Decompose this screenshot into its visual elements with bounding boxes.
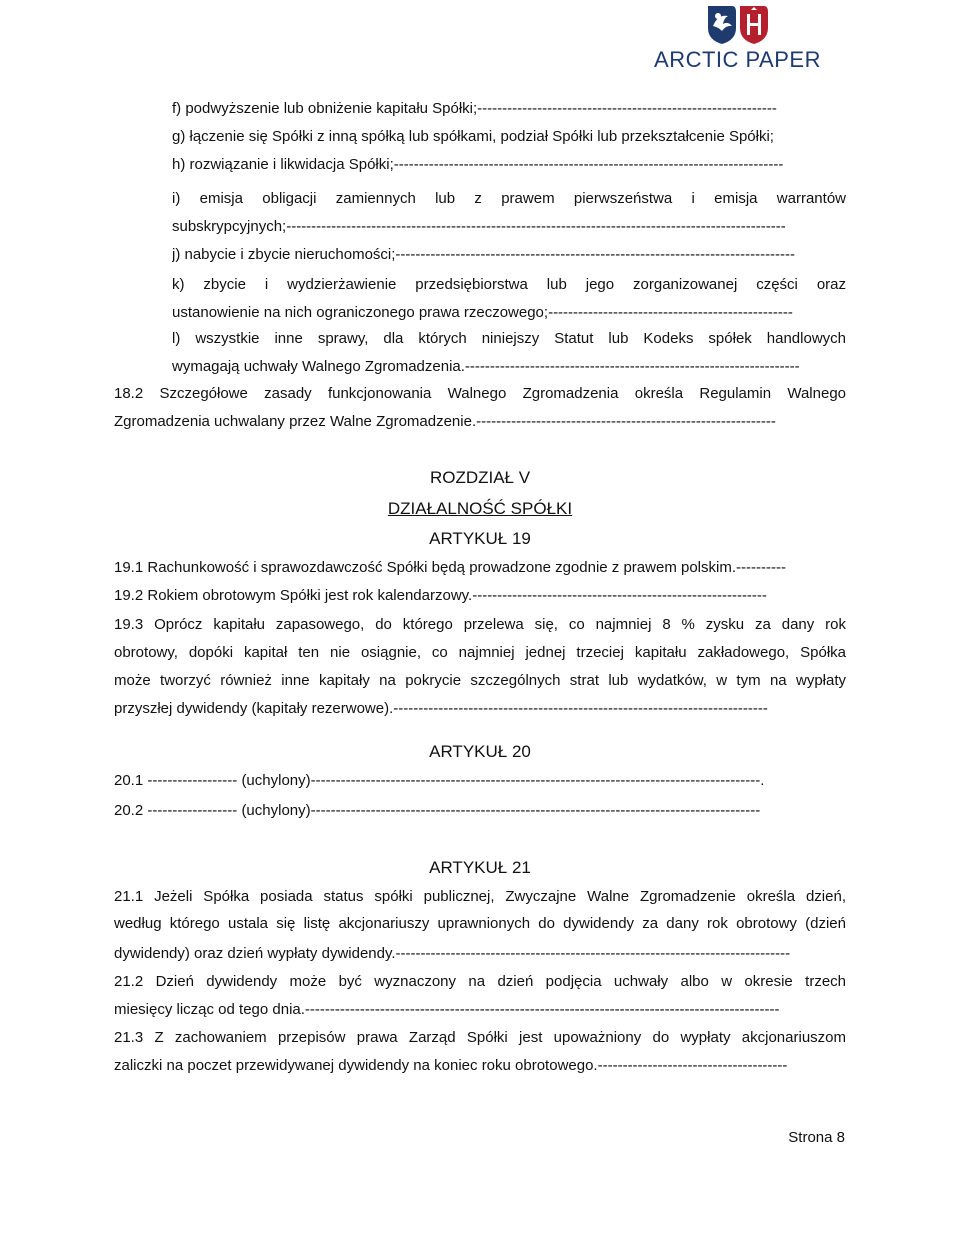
paragraph-line: według którego ustala się listę akcjonariuszy uprawnionych do dywidendy za dany rok obrotowy (dzień <box>114 915 846 932</box>
paragraph-line: subskrypcyjnych;---------------------------------------------------------------------------------------------------- <box>172 218 786 235</box>
paragraph-line: i) emisja obligacji zamiennych lub z prawem pierwszeństwa i emisja warrantów <box>172 190 846 207</box>
paragraph-line: 21.3 Z zachowaniem przepisów prawa Zarząd Spółki jest upoważniony do wypłaty akcjonariuszom <box>114 1029 846 1046</box>
paragraph-line: wymagają uchwały Walnego Zgromadzenia.------------------------------------------------------------------- <box>172 358 800 375</box>
paragraph-line: przyszłej dywidendy (kapitały rezerwowe).--------------------------------------------------------------------------- <box>114 700 768 717</box>
page-number: Strona 8 <box>788 1129 845 1146</box>
article-20-heading: ARTYKUŁ 20 <box>429 742 531 761</box>
chapter-heading: ROZDZIAŁ V <box>429 468 531 487</box>
paragraph-line: ustanowienie na nich ograniczonego prawa rzeczowego;------------------------------------------------- <box>172 304 793 321</box>
paragraph-line: Zgromadzenia uchwalany przez Walne Zgromadzenie.------------------------------------------------------------ <box>114 413 776 430</box>
paragraph-line: miesięcy licząc od tego dnia.----------------------------------------------------------------------------------------------- <box>114 1001 780 1018</box>
paragraph-line: 19.1 Rachunkowość i sprawozdawczość Spółki będą prowadzone zgodnie z prawem polskim.---------- <box>114 559 786 576</box>
paragraph-line: k) zbycie i wydzierżawienie przedsiębiorstwa lub jego zorganizowanej części oraz <box>172 276 846 293</box>
paragraph-line: j) nabycie i zbycie nieruchomości;-------------------------------------------------------------------------------- <box>172 246 796 263</box>
paragraph-line: może tworzyć również inne kapitały na pokrycie szczególnych strat lub wydatków, w tym na wypłaty <box>114 672 846 689</box>
article-21-heading: ARTYKUŁ 21 <box>429 858 531 877</box>
paragraph-line: 21.1 Jeżeli Spółka posiada status spółki publicznej, Zwyczajne Walne Zgromadzenie określa dzień, <box>114 888 846 905</box>
paragraph-line: 21.2 Dzień dywidendy może być wyznaczony na dzień podjęcia uchwały albo w okresie trzech <box>114 973 846 990</box>
paragraph-line: obrotowy, dopóki kapitał ten nie osiągnie, co najmniej jednej trzeciej kapitału zakładowego, Spółka <box>114 644 846 661</box>
paragraph-line: g) łączenie się Spółki z inną spółką lub spółkami, podział Spółki lub przekształcenie Spółki; <box>172 128 774 145</box>
arctic-paper-logo <box>640 4 835 70</box>
logo-wordmark: ARCTIC PAPER <box>654 47 821 72</box>
paragraph-line: h) rozwiązanie i likwidacja Spółki;------------------------------------------------------------------------------ <box>172 156 784 173</box>
paragraph-line: 20.2 ------------------ (uchylony)------------------------------------------------------------------------------------------ <box>114 802 761 819</box>
paragraph-line: 19.3 Oprócz kapitału zapasowego, do którego przelewa się, co najmniej 8 % zysku za dany rok <box>114 616 846 633</box>
paragraph-line: zaliczki na poczet przewidywanej dywidendy na koniec roku obrotowego.-------------------------------------- <box>114 1057 788 1074</box>
paragraph-line: 18.2 Szczegółowe zasady funkcjonowania Walnego Zgromadzenia określa Regulamin Walnego <box>114 385 846 402</box>
chapter-title: DZIAŁALNOŚĆ SPÓŁKI <box>387 499 573 518</box>
arctic-paper-logo-icon <box>702 4 772 46</box>
paragraph-line: 19.2 Rokiem obrotowym Spółki jest rok kalendarzowy.----------------------------------------------------------- <box>114 587 767 604</box>
article-19-heading: ARTYKUŁ 19 <box>429 529 531 548</box>
paragraph-line: l) wszystkie inne sprawy, dla których niniejszy Statut lub Kodeks spółek handlowych <box>172 330 846 347</box>
paragraph-line: f) podwyższenie lub obniżenie kapitału Spółki;------------------------------------------------------------ <box>172 100 777 117</box>
paragraph-line: 20.1 ------------------ (uchylony)------------------------------------------------------------------------------------------. <box>114 772 765 789</box>
paragraph-line: dywidendy) oraz dzień wypłaty dywidendy.------------------------------------------------------------------------------- <box>114 945 791 962</box>
